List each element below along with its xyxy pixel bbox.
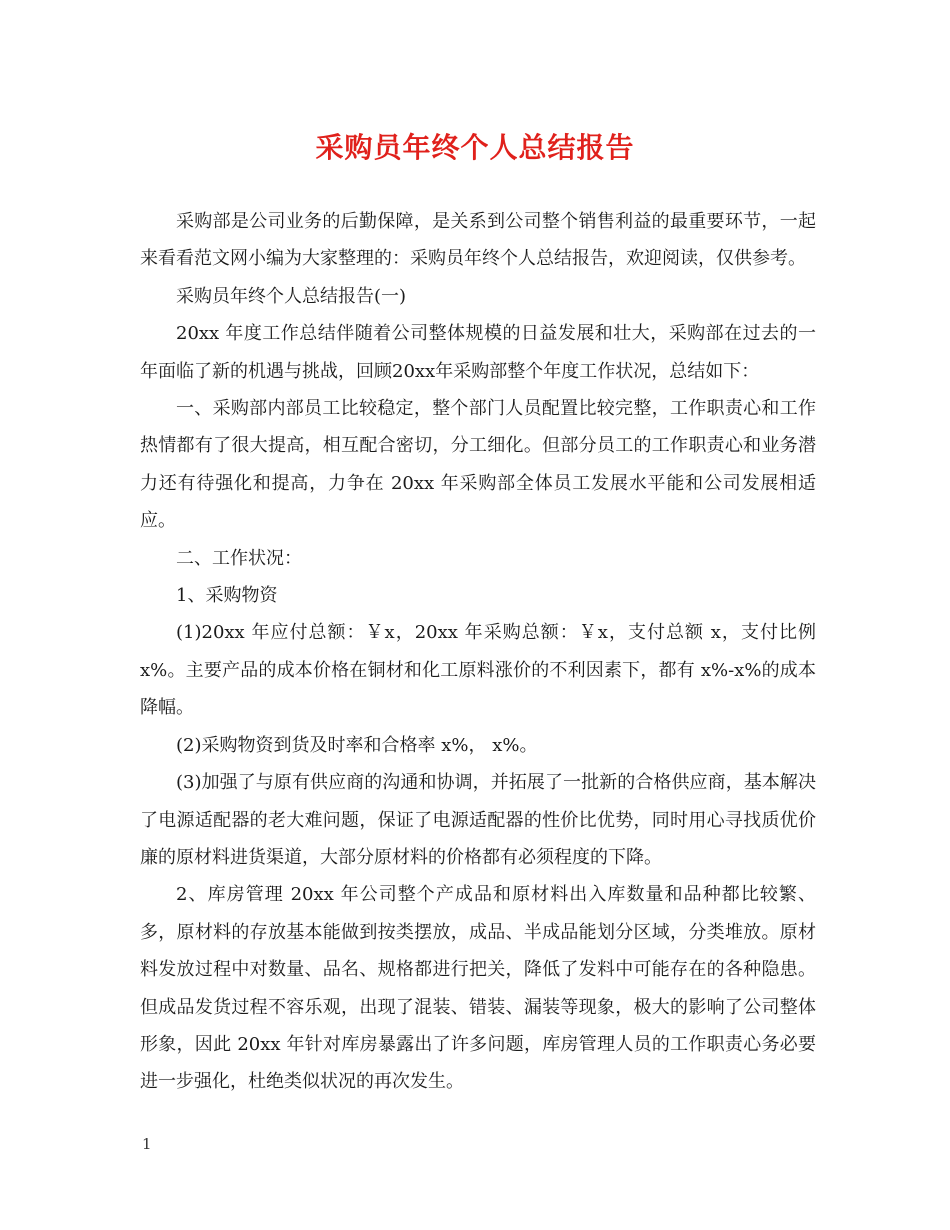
paragraph-purchasing-heading: 1、采购物资 bbox=[176, 585, 278, 607]
paragraph-section-1: 一、采购部内部员工比较稳定，整个部门人员配置比较完整，工作职责心和工作热情都有了很大提高，相互配合密切，分工细化。但部分员工的工作职责心和业务潜力还有待强化和提高，力争在 20xx 年采购部全体员工发展水平能和公司发展相适应。 bbox=[140, 398, 816, 532]
paragraph-section-2-heading: 二、工作状况： bbox=[176, 547, 302, 569]
document-body bbox=[140, 203, 816, 1101]
paragraph-item-2: (2)采购物资到货及时率和合格率 x%， x%。 bbox=[176, 734, 538, 756]
paragraph-item-1: (1)20xx 年应付总额：￥x，20xx 年采购总额：￥x，支付总额 x，支付比例 x%。主要产品的成本价格在铜材和化工原料涨价的不利因素下，都有 x%-x%的成本降幅。 bbox=[140, 622, 816, 719]
document-title: 采购员年终个人总结报告 bbox=[315, 131, 635, 164]
paragraph-warehouse: 2、库房管理 20xx 年公司整个产成品和原材料出入库数量和品种都比较繁、多，原材料的存放基本能做到按类摆放，成品、半成品能划分区域，分类堆放。原材料发放过程中对数量、品名、规格都进行把关，降低了发料中可能存在的各种隐患。但成品发货过程不容乐观，出现了混装、错装、漏装等现象，极大的影响了公司整体形象，因此 20xx 年针对库房暴露出了许多问题，库房管理人员的工作职责心务必要进一步强化，杜绝类似状况的再次发生。 bbox=[140, 884, 816, 1093]
paragraph-item-3: (3)加强了与原有供应商的沟通和协调，并拓展了一批新的合格供应商，基本解决了电源适配器的老大难问题，保证了电源适配器的性价比优势，同时用心寻找质优价廉的原材料进货渠道，大部分原材料的价格都有必须程度的下降。 bbox=[140, 772, 816, 868]
page-number: 1 bbox=[142, 1135, 152, 1153]
paragraph-intro: 采购部是公司业务的后勤保障，是关系到公司整个销售利益的最重要环节，一起来看看范文网小编为大家整理的：采购员年终个人总结报告，欢迎阅读，仅供参考。 bbox=[140, 211, 816, 270]
paragraph-subtitle: 采购员年终个人总结报告(一) bbox=[176, 285, 407, 307]
paragraph-overview: 20xx 年度工作总结伴随着公司整体规模的日益发展和壮大，采购部在过去的一年面临了新的机遇与挑战，回顾20xx年采购部整个年度工作状况，总结如下： bbox=[140, 323, 816, 382]
